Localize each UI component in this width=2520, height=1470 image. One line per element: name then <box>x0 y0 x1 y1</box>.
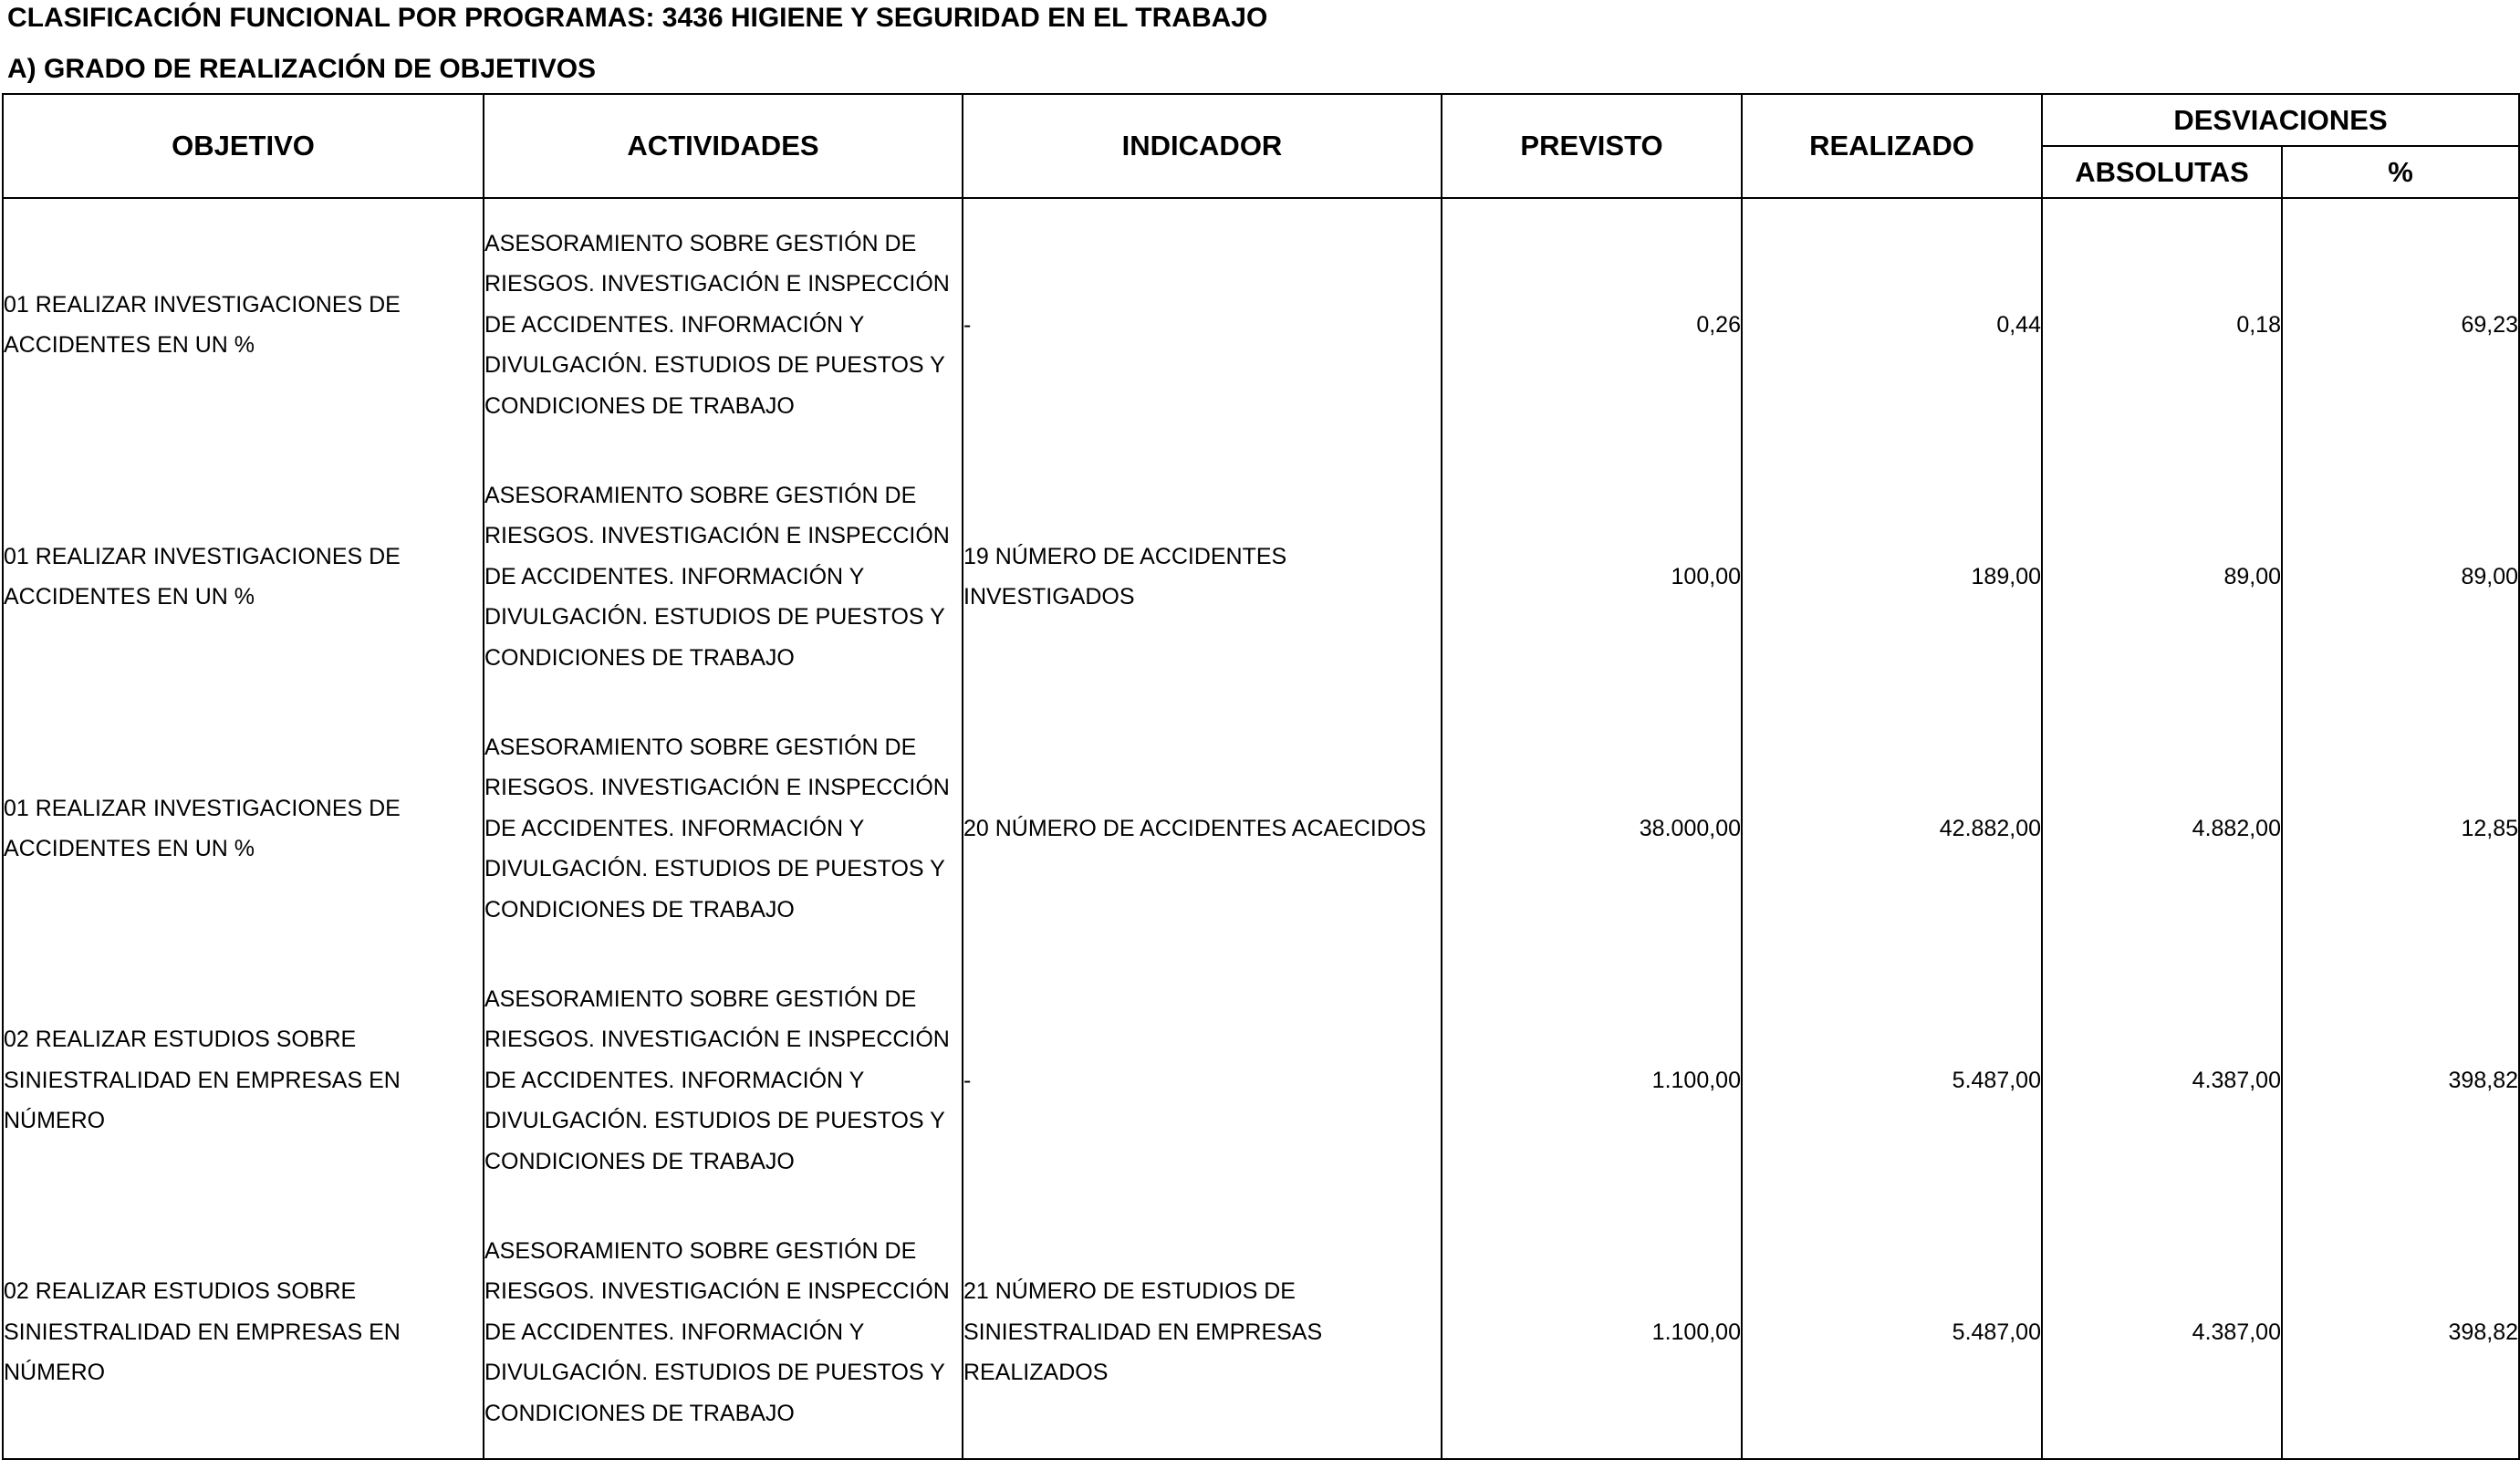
cell-objetivo: 01 REALIZAR INVESTIGACIONES DE ACCIDENTES EN UN % <box>3 703 484 954</box>
table-row <box>3 198 2519 451</box>
cell-previsto: 1.100,00 <box>1442 954 1742 1206</box>
cell-realizado: 5.487,00 <box>1742 954 2042 1206</box>
cell-porcentaje: 398,82 <box>2282 954 2519 1206</box>
cell-objetivo: 02 REALIZAR ESTUDIOS SOBRE SINIESTRALIDAD EN EMPRESAS EN NÚMERO <box>3 1206 484 1459</box>
cell-indicador: - <box>963 954 1442 1206</box>
table-row <box>3 1206 2519 1459</box>
table-row <box>3 954 2519 1206</box>
cell-actividades: ASESORAMIENTO SOBRE GESTIÓN DE RIESGOS. INVESTIGACIÓN E INSPECCIÓN DE ACCIDENTES. INFORMACIÓN Y DIVULGACIÓN. ESTUDIOS DE PUESTOS Y CONDICIONES DE TRABAJO <box>484 451 963 703</box>
cell-absolutas: 89,00 <box>2042 451 2282 703</box>
cell-realizado: 5.487,00 <box>1742 1206 2042 1459</box>
cell-previsto: 38.000,00 <box>1442 703 1742 954</box>
header-absolutas: ABSOLUTAS <box>2042 146 2282 198</box>
cell-indicador: - <box>963 198 1442 451</box>
cell-absolutas: 4.387,00 <box>2042 1206 2282 1459</box>
section-title: A) GRADO DE REALIZACIÓN DE OBJETIVOS <box>7 54 597 84</box>
cell-porcentaje: 69,23 <box>2282 198 2519 451</box>
cell-actividades: ASESORAMIENTO SOBRE GESTIÓN DE RIESGOS. INVESTIGACIÓN E INSPECCIÓN DE ACCIDENTES. INFORMACIÓN Y DIVULGACIÓN. ESTUDIOS DE PUESTOS Y CONDICIONES DE TRABAJO <box>484 703 963 954</box>
table-row <box>3 703 2519 954</box>
header-indicador: INDICADOR <box>963 94 1442 198</box>
objectives-table <box>2 93 2520 1460</box>
header-actividades: ACTIVIDADES <box>484 94 963 198</box>
cell-actividades: ASESORAMIENTO SOBRE GESTIÓN DE RIESGOS. INVESTIGACIÓN E INSPECCIÓN DE ACCIDENTES. INFORMACIÓN Y DIVULGACIÓN. ESTUDIOS DE PUESTOS Y CONDICIONES DE TRABAJO <box>484 198 963 451</box>
cell-objetivo: 01 REALIZAR INVESTIGACIONES DE ACCIDENTES EN UN % <box>3 198 484 451</box>
cell-porcentaje: 398,82 <box>2282 1206 2519 1459</box>
header-previsto: PREVISTO <box>1442 94 1742 198</box>
cell-indicador: 20 NÚMERO DE ACCIDENTES ACAECIDOS <box>963 703 1442 954</box>
header-realizado: REALIZADO <box>1742 94 2042 198</box>
cell-absolutas: 4.387,00 <box>2042 954 2282 1206</box>
cell-indicador: 21 NÚMERO DE ESTUDIOS DE SINIESTRALIDAD EN EMPRESAS REALIZADOS <box>963 1206 1442 1459</box>
cell-previsto: 0,26 <box>1442 198 1742 451</box>
table-row <box>3 451 2519 703</box>
cell-absolutas: 4.882,00 <box>2042 703 2282 954</box>
cell-objetivo: 01 REALIZAR INVESTIGACIONES DE ACCIDENTES EN UN % <box>3 451 484 703</box>
page-title: CLASIFICACIÓN FUNCIONAL POR PROGRAMAS: 3436 HIGIENE Y SEGURIDAD EN EL TRABAJO <box>7 3 1268 33</box>
cell-previsto: 100,00 <box>1442 451 1742 703</box>
header-porcentaje: % <box>2282 146 2519 198</box>
header-objetivo: OBJETIVO <box>3 94 484 198</box>
cell-porcentaje: 89,00 <box>2282 451 2519 703</box>
cell-realizado: 189,00 <box>1742 451 2042 703</box>
cell-objetivo: 02 REALIZAR ESTUDIOS SOBRE SINIESTRALIDAD EN EMPRESAS EN NÚMERO <box>3 954 484 1206</box>
cell-realizado: 42.882,00 <box>1742 703 2042 954</box>
cell-actividades: ASESORAMIENTO SOBRE GESTIÓN DE RIESGOS. INVESTIGACIÓN E INSPECCIÓN DE ACCIDENTES. INFORMACIÓN Y DIVULGACIÓN. ESTUDIOS DE PUESTOS Y CONDICIONES DE TRABAJO <box>484 954 963 1206</box>
cell-actividades: ASESORAMIENTO SOBRE GESTIÓN DE RIESGOS. INVESTIGACIÓN E INSPECCIÓN DE ACCIDENTES. INFORMACIÓN Y DIVULGACIÓN. ESTUDIOS DE PUESTOS Y CONDICIONES DE TRABAJO <box>484 1206 963 1459</box>
cell-absolutas: 0,18 <box>2042 198 2282 451</box>
cell-realizado: 0,44 <box>1742 198 2042 451</box>
cell-previsto: 1.100,00 <box>1442 1206 1742 1459</box>
header-desviaciones: DESVIACIONES <box>2042 94 2519 146</box>
cell-porcentaje: 12,85 <box>2282 703 2519 954</box>
cell-indicador: 19 NÚMERO DE ACCIDENTES INVESTIGADOS <box>963 451 1442 703</box>
